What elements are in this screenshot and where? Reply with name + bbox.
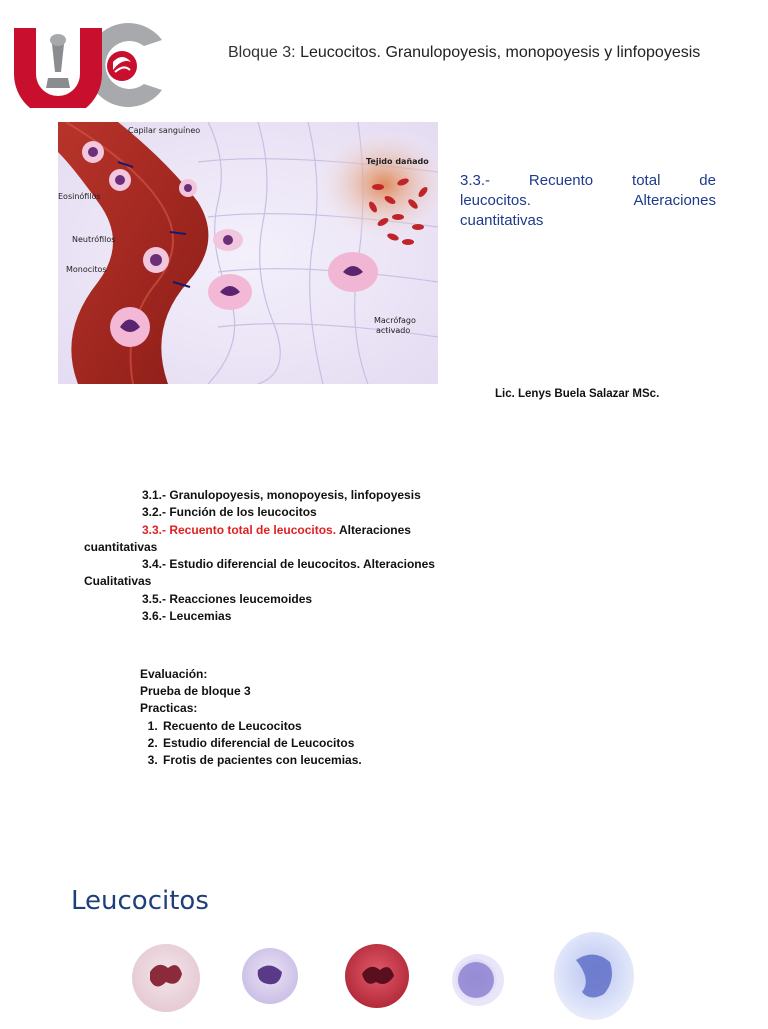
leukocyte-cells-image (120, 930, 660, 1024)
label-macrofago-2: activado (376, 326, 411, 335)
toc-item-3-rest: Alteraciones (338, 522, 411, 537)
toc-item-2: 3.2.- Función de los leucocitos (142, 505, 317, 520)
toc-item-6: 3.6.- Leucemias (142, 609, 232, 624)
label-neutrofilos: Neutrófilos (72, 235, 116, 244)
section-heading-line1: 3.3.- Recuento total de (460, 172, 716, 189)
label-macrofago-1: Macrófago (374, 316, 416, 325)
uc-logo (12, 18, 164, 108)
table-of-contents (84, 487, 464, 625)
toc-item-3-highlight: 3.3.- Recuento total de leucocitos. (142, 522, 337, 537)
label-tejido: Tejido dañado (366, 157, 429, 166)
header-title-lead: Bloque 3: (228, 44, 296, 61)
toc-item-5: 3.5.- Reacciones leucemoides (142, 591, 313, 606)
practices-list (140, 718, 362, 770)
section-heading (460, 171, 716, 231)
uc-logo-icon (12, 18, 164, 108)
section-heading-line3: cuantitativas (460, 212, 544, 229)
practice-item: 3. Frotis de pacientes con leucemias. (161, 752, 362, 769)
author-name: Lic. Lenys Buela Salazar MSc. (495, 388, 660, 400)
header-title (228, 44, 700, 62)
label-monocitos: Monocitos (66, 265, 107, 274)
leucocitos-title: Leucocitos (71, 886, 209, 916)
label-capilar: Capilar sanguíneo (128, 126, 201, 135)
practices-heading: Practicas: (140, 701, 198, 716)
toc-item-4-cont: Cualitativas (84, 574, 152, 589)
evaluation-block (140, 666, 362, 769)
toc-item-3 (84, 522, 464, 539)
evaluation-test: Prueba de bloque 3 (140, 684, 251, 699)
leukocyte-cells-row (120, 930, 660, 1024)
practice-item: 2. Estudio diferencial de Leucocitos (161, 735, 362, 752)
evaluation-heading: Evaluación: (140, 667, 208, 681)
section-heading-line2: leucocitos. Alteraciones (460, 192, 716, 209)
toc-item-1: 3.1.- Granulopoyesis, monopoyesis, linfopoyesis (142, 488, 421, 502)
toc-item-3-cont: cuantitativas (84, 539, 158, 554)
header-title-rest: Leucocitos. Granulopoyesis, monopoyesis y linfopoyesis (300, 44, 701, 61)
toc-item-4: 3.4.- Estudio diferencial de leucocitos. Alteraciones (142, 557, 435, 572)
label-eosinofilos: Eosinófilos (58, 192, 101, 201)
practice-item: 1. Recuento de Leucocitos (161, 718, 362, 735)
capillary-illustration (58, 122, 438, 384)
